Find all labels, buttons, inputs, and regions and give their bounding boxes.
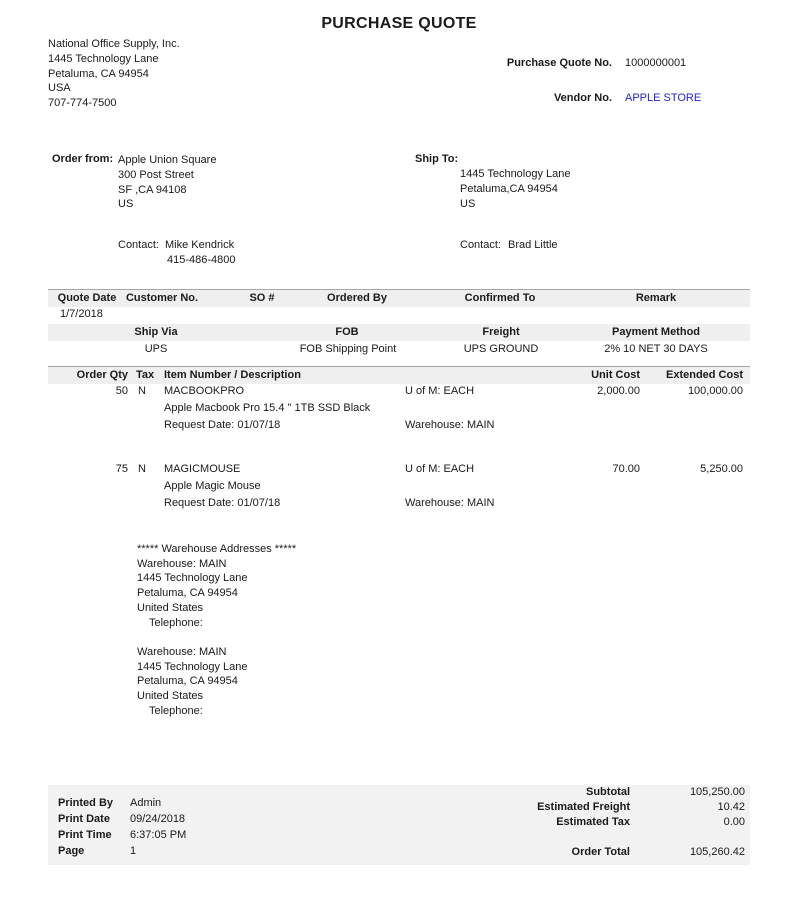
ship-to-contact-label: Contact: xyxy=(460,239,501,251)
warehouse-street: 1445 Technology Lane xyxy=(137,572,248,585)
page-title: PURCHASE QUOTE xyxy=(321,15,477,32)
item-uom: U of M: EACH xyxy=(405,463,475,475)
item-warehouse: Warehouse: MAIN xyxy=(405,419,495,431)
fob-value: FOB Shipping Point xyxy=(299,343,397,355)
header-customer-no: Customer No. xyxy=(125,292,199,304)
item-request-date: Request Date: 01/07/18 xyxy=(164,497,281,509)
order-total-label: Order Total xyxy=(571,846,630,858)
item-number: MACBOOKPRO xyxy=(164,385,245,397)
warehouse-city: Petaluma, CA 94954 xyxy=(137,587,238,600)
company-country: USA xyxy=(48,82,71,95)
item-description: Apple Macbook Pro 15.4 " 1TB SSD Black xyxy=(164,402,371,414)
company-name: National Office Supply, Inc. xyxy=(48,38,180,50)
quote-date-value: 1/7/2018 xyxy=(60,308,103,320)
ship-to-street: 1445 Technology Lane xyxy=(460,168,571,180)
warehouse-addresses-section xyxy=(137,542,296,718)
warehouse-name: Warehouse: MAIN xyxy=(137,557,227,570)
header-ordered-by: Ordered By xyxy=(327,292,387,304)
warehouse-country: United States xyxy=(137,601,204,614)
item-ext-cost: 100,000.00 xyxy=(687,385,743,397)
print-time-value: 6:37:05 PM xyxy=(130,829,187,841)
item-number: MAGICMOUSE xyxy=(164,463,241,475)
header-order-qty: Order Qty xyxy=(76,369,128,381)
item-qty: 75 xyxy=(115,463,128,475)
ship-to-label: Ship To: xyxy=(415,153,459,165)
warehouse-addresses-heading: ***** Warehouse Addresses ***** xyxy=(137,543,297,555)
item-tax: N xyxy=(138,463,146,475)
printed-by-value: Admin xyxy=(130,797,162,809)
order-from-contact-phone: 415-486-4800 xyxy=(167,254,236,266)
print-date-value: 09/24/2018 xyxy=(130,813,186,825)
purchase-quote-no-label: Purchase Quote No. xyxy=(506,57,612,69)
ship-via-value: UPS xyxy=(144,343,168,355)
printed-by-label: Printed By xyxy=(58,797,114,809)
warehouse-telephone: Telephone: xyxy=(149,704,203,717)
item-warehouse: Warehouse: MAIN xyxy=(405,497,495,509)
warehouse-country: United States xyxy=(137,690,204,703)
header-unit-cost: Unit Cost xyxy=(591,369,640,381)
item-uom: U of M: EACH xyxy=(405,385,475,397)
order-from-name: Apple Union Square xyxy=(118,154,217,166)
header-freight: Freight xyxy=(482,326,520,338)
order-from-label: Order from: xyxy=(52,153,114,165)
company-phone: 707-774-7500 xyxy=(48,97,117,110)
freight-value: UPS GROUND xyxy=(463,343,539,355)
ship-to-city: Petaluma,CA 94954 xyxy=(460,182,558,195)
company-city: Petaluma, CA 94954 xyxy=(48,67,149,80)
header-tax: Tax xyxy=(136,369,155,381)
header-ship-via: Ship Via xyxy=(134,326,178,338)
header-extended-cost: Extended Cost xyxy=(665,369,743,381)
header-so-no: SO # xyxy=(249,292,275,304)
header-fob: FOB xyxy=(335,326,359,338)
estimated-freight-value: 10.42 xyxy=(717,801,745,813)
order-from-address xyxy=(118,153,216,212)
header-payment-method: Payment Method xyxy=(611,326,701,338)
header-item-desc: Item Number / Description xyxy=(164,369,301,381)
item-request-date: Request Date: 01/07/18 xyxy=(164,419,281,431)
print-time-label: Print Time xyxy=(58,829,112,841)
print-date-label: Print Date xyxy=(58,813,110,825)
ship-to-address xyxy=(460,167,571,211)
item-description: Apple Magic Mouse xyxy=(164,480,261,492)
item-tax: N xyxy=(138,385,146,397)
order-from-street: 300 Post Street xyxy=(118,168,194,181)
header-confirmed-to: Confirmed To xyxy=(464,292,536,304)
estimated-tax-label: Estimated Tax xyxy=(556,816,630,828)
page-value: 1 xyxy=(130,845,137,857)
order-from-contact-label: Contact: xyxy=(118,239,159,251)
item-ext-cost: 5,250.00 xyxy=(700,463,743,475)
estimated-tax-value: 0.00 xyxy=(723,816,745,828)
payment-method-value: 2% 10 NET 30 DAYS xyxy=(604,343,708,355)
warehouse-telephone: Telephone: xyxy=(149,616,203,629)
vendor-no-value: APPLE STORE xyxy=(625,92,702,104)
subtotal-value: 105,250.00 xyxy=(689,786,745,798)
item-unit-cost: 70.00 xyxy=(612,463,640,475)
company-street: 1445 Technology Lane xyxy=(48,52,159,65)
page-label: Page xyxy=(58,845,85,857)
item-unit-cost: 2,000.00 xyxy=(597,385,640,397)
order-total-value: 105,260.42 xyxy=(689,846,745,858)
header-remark: Remark xyxy=(635,292,677,304)
item-qty: 50 xyxy=(115,385,128,397)
items-header-row xyxy=(48,366,750,384)
header-quote-date: Quote Date xyxy=(57,292,117,304)
warehouse-name: Warehouse: MAIN xyxy=(137,645,227,658)
subtotal-label: Subtotal xyxy=(586,786,630,798)
info-header-row-1 xyxy=(48,289,750,307)
ship-to-country: US xyxy=(460,197,476,210)
order-from-city: SF ,CA 94108 xyxy=(118,183,187,196)
vendor-no-label: Vendor No. xyxy=(553,92,612,104)
order-from-country: US xyxy=(118,198,134,211)
warehouse-street: 1445 Technology Lane xyxy=(137,660,248,673)
info-header-row-2 xyxy=(48,324,750,341)
purchase-quote-no-value: 1000000001 xyxy=(625,57,687,69)
info-values-row-2 xyxy=(48,343,750,358)
order-from-contact-name: Mike Kendrick xyxy=(165,239,235,251)
warehouse-city: Petaluma, CA 94954 xyxy=(137,675,238,688)
estimated-freight-label: Estimated Freight xyxy=(537,801,630,813)
ship-to-contact-name: Brad Little xyxy=(508,239,558,251)
